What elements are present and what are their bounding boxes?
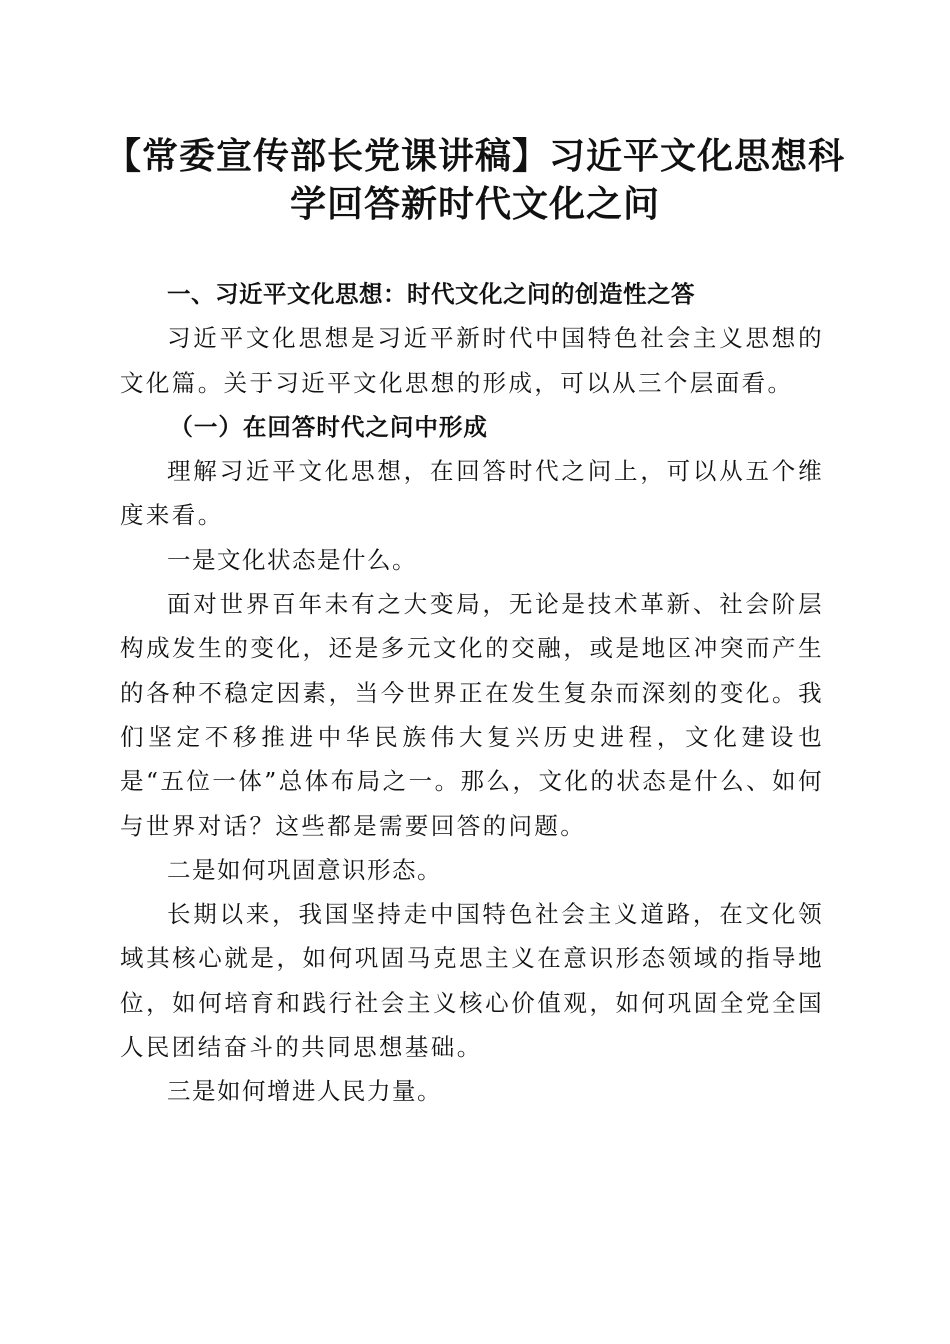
point-2-heading: 二是如何巩固意识形态。 [167, 855, 442, 884]
intro-paragraph: 习近平文化思想是习近平新时代中国特色社会主义思想的文化篇。关于习近平文化思想的形成，可以从三个层面看。 [120, 324, 824, 397]
point-1-paragraph: 面对世界百年未有之大变局，无论是技术革新、社会阶层构成发生的变化，还是多元文化的交融，或是地区冲突而产生的各种不稳定因素，当今世界正在发生复杂而深刻的变化。我们坚定不移推进中华民族伟大复兴历史进程，文化建设也是“五位一体”总体布局之一。那么，文化的状态是什么、如何与世界对话？这些都是需要回答的问题。 [120, 590, 824, 840]
subsection-intro-paragraph: 理解习近平文化思想，在回答时代之问上，可以从五个维度来看。 [120, 457, 824, 530]
document-title: 【常委宣传部长党课讲稿】习近平文化思想科学回答新时代文化之问 [104, 135, 845, 225]
section-heading: 一、习近平文化思想：时代文化之问的创造性之答 [167, 280, 695, 308]
point-3-heading: 三是如何增进人民力量。 [167, 1077, 442, 1106]
subsection-heading: （一）在回答时代之问中形成 [169, 412, 488, 441]
document-body [120, 272, 824, 1114]
point-2-paragraph: 长期以来，我国坚持走中国特色社会主义道路，在文化领域其核心就是，如何巩固马克思主义在意识形态领域的指导地位，如何培育和践行社会主义核心价值观，如何巩固全党全国人民团结奋斗的共同思想基础。 [120, 900, 824, 1062]
point-1-heading: 一是文化状态是什么。 [167, 545, 417, 574]
